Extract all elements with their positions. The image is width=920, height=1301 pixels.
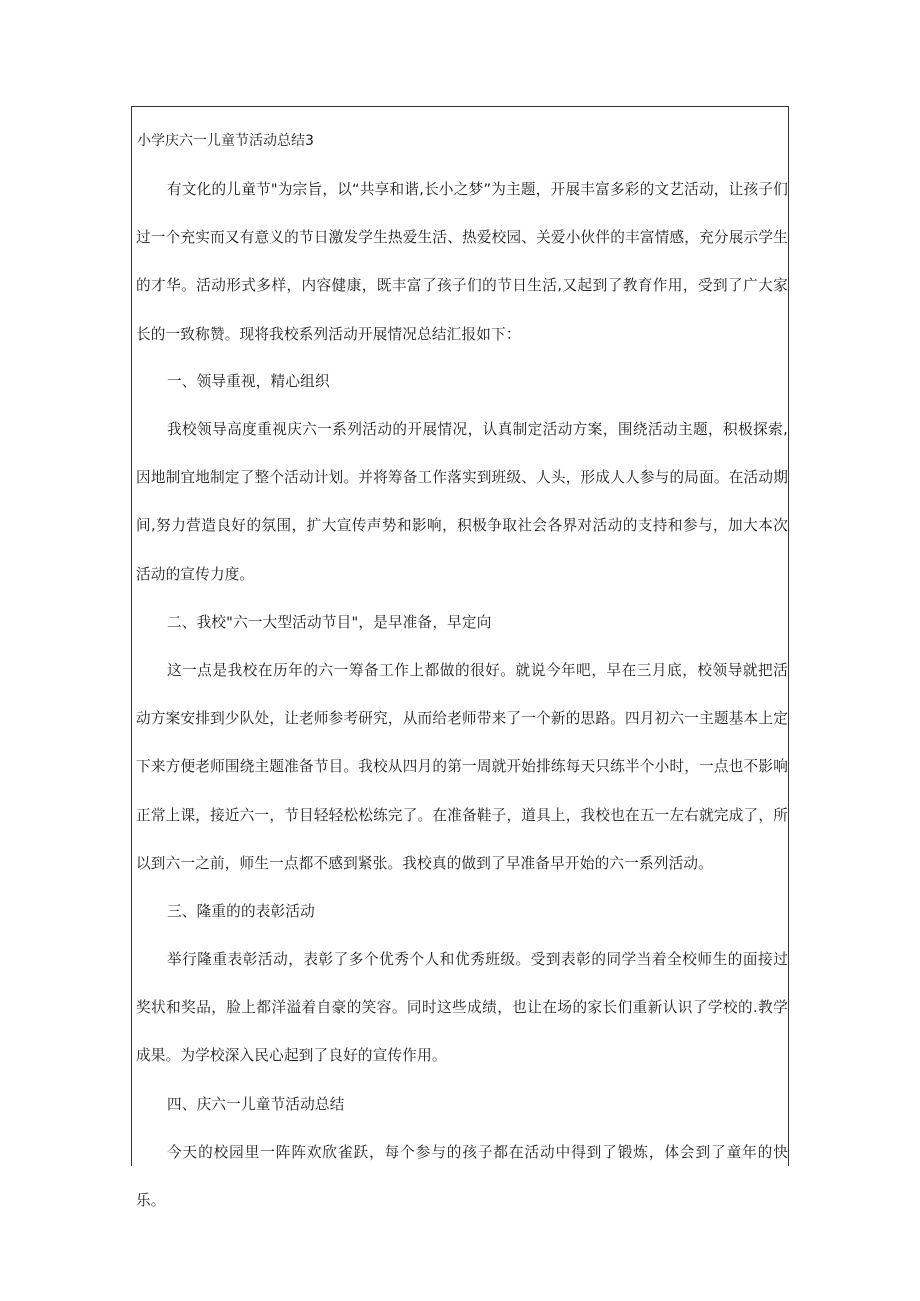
section-2-paragraph: 这一点是我校在历年的六一筹备工作上都做的很好。就说今年吧，早在三月底，校领导就把活动方案安排到少队处，让老师参考研究，从而给老师带来了一个新的思路。四月初六一主题基本上定下来方便老师围绕主题准备节目。我校从四月的第一周就开始排练每天只练半个小时，一点也不影响正常上课，接近六一，节目轻轻松松练完了。在准备鞋子，道具上，我校也在五一左右就完成了，所以到六一之前，师生一点都不感到紧张。我校真的做到了早准备早开始的六一系列活动。 (136, 662, 788, 872)
section-4-heading: 四、庆六一儿童节活动总结 (167, 1096, 345, 1113)
section-3-heading: 三、隆重的的表彰活动 (167, 903, 315, 920)
section-4-paragraph: 今天的校园里一阵阵欢欣雀跃，每个参与的孩子都在活动中得到了锻炼，体会到了童年的快乐。 (136, 1144, 788, 1210)
section-3-paragraph: 举行隆重表彰活动，表彰了多个优秀个人和优秀班级。受到表彰的同学当着全校师生的面接过奖状和奖品，脸上都洋溢着自豪的笑容。同时这些成绩，也让在场的家长们重新认识了学校的.教学成果。为学校深入民心起到了良好的宣传作用。 (136, 951, 788, 1065)
section-1-paragraph: 我校领导高度重视庆六一系列活动的开展情况，认真制定活动方案，围绕活动主题，积极探索,因地制宜地制定了整个活动计划。并将筹备工作落实到班级、人头，形成人人参与的局面。在活动期间,努力营造良好的氛围，扩大宣传声势和影响，积极争取社会各界对活动的支持和参与，加大本次活动的宣传力度。 (136, 421, 788, 583)
section-2-heading: 二、我校"六一大型活动节目"，是早准备，早定向 (167, 614, 492, 631)
section-1-heading: 一、领导重视，精心组织 (167, 373, 330, 390)
intro-paragraph: 有文化的儿童节"为宗旨，以“共享和谐,长小之梦”为主题，开展丰富多彩的文艺活动，让孩子们过一个充实而又有意义的节日激发学生热爱生活、热爱校园、关爱小伙伴的丰富情感，充分展示学生的才华。活动形式多样，内容健康，既丰富了孩子们的节日生活,又起到了教育作用，受到了广大家长的一致称赞。现将我校系列活动开展情况总结汇报如下： (136, 181, 788, 343)
document-title: 小学庆六一儿童节活动总结3 (137, 133, 314, 149)
